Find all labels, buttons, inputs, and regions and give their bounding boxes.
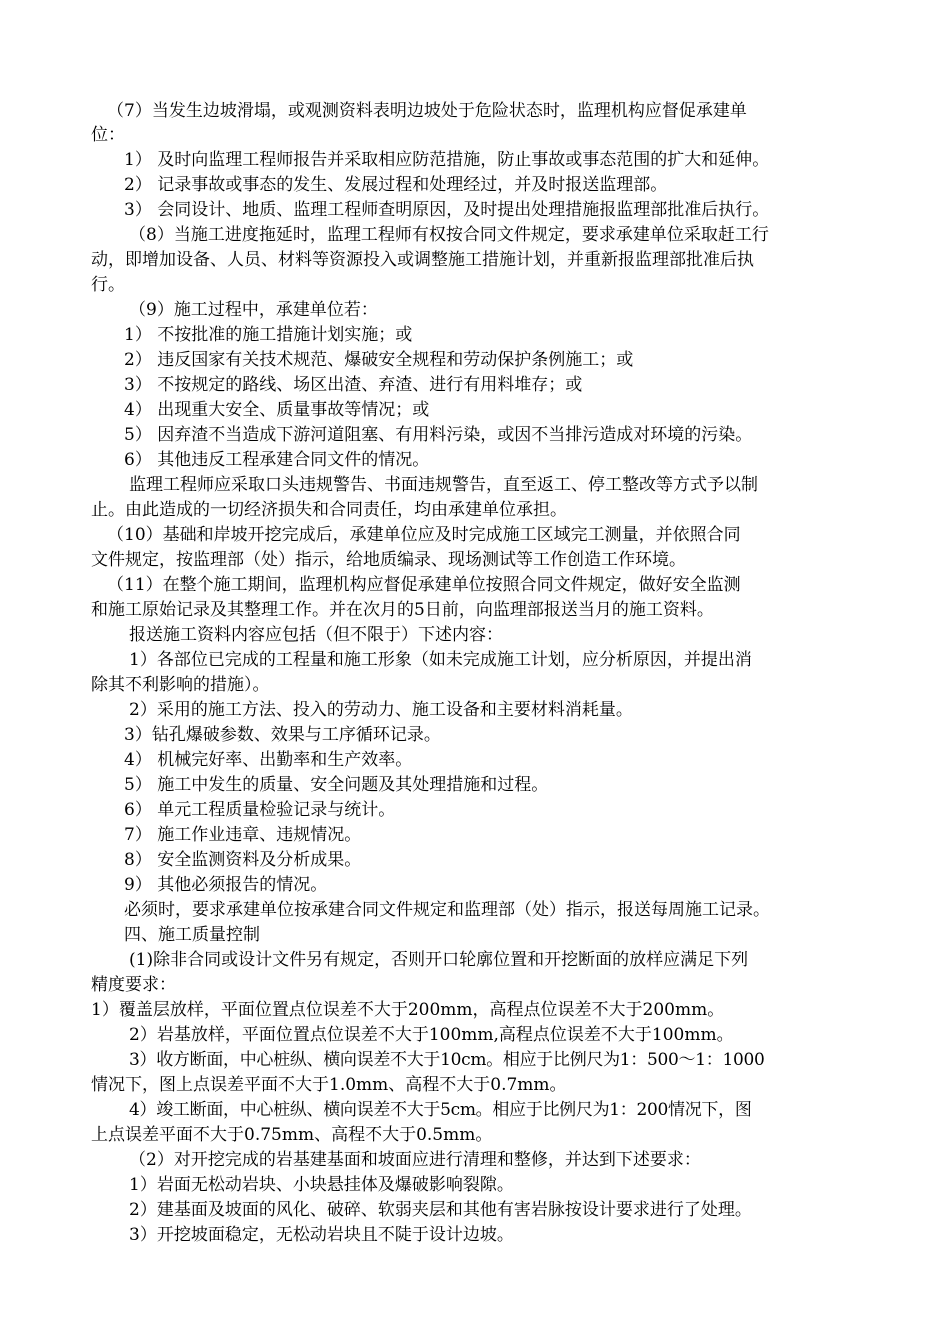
list-item: 1）各部位已完成的工程量和施工形象（如未完成施工计划，应分析原因，并提出消 (129, 650, 752, 670)
paragraph-line: 除其不利影响的措施）。 (91, 675, 270, 695)
list-item: 1） 及时向监理工程师报告并采取相应防范措施，防止事故或事态范围的扩大和延伸。 (124, 150, 770, 170)
paragraph-line: （8）当施工进度拖延时，监理工程师有权按合同文件规定，要求承建单位采取赶工行 (129, 225, 769, 245)
list-item: 4） 机械完好率、出勤率和生产效率。 (124, 750, 413, 770)
paragraph-line: 文件规定，按监理部（处）指示，给地质编录、现场测试等工作创造工作环境。 (91, 550, 686, 570)
paragraph-line: （2）对开挖完成的岩基建基面和坡面应进行清理和整修，并达到下述要求： (129, 1150, 701, 1170)
paragraph-line: （10）基础和岸坡开挖完成后，承建单位应及时完成施工区域完工测量，并依照合同 (107, 525, 741, 545)
list-item: 2） 违反国家有关技术规范、爆破安全规程和劳动保护条例施工；或 (124, 350, 634, 370)
paragraph-line: （9）施工过程中，承建单位若： (129, 300, 378, 320)
list-item: 3）收方断面，中心桩纵、横向误差不大于10cm。相应于比例尺为1：500～1：1000 (129, 1050, 765, 1070)
list-item: 6） 其他违反工程承建合同文件的情况。 (124, 450, 430, 470)
paragraph-line: 上点误差平面不大于0.75mm、高程不大于0.5mm。 (91, 1125, 493, 1145)
paragraph-line: 精度要求： (91, 975, 176, 995)
list-item: 3） 会同设计、地质、监理工程师查明原因，及时提出处理措施报监理部批准后执行。 (124, 200, 770, 220)
list-item: 8） 安全监测资料及分析成果。 (124, 850, 362, 870)
section-heading: 四、施工质量控制 (124, 925, 260, 945)
list-item: 1） 不按批准的施工措施计划实施；或 (124, 325, 413, 345)
list-item: 2）岩基放样，平面位置点位误差不大于100mm,高程点位误差不大于100mm。 (129, 1025, 734, 1045)
paragraph-line: 止。由此造成的一切经济损失和合同责任，均由承建单位承担。 (91, 500, 567, 520)
paragraph-line: 报送施工资料内容应包括（但不限于）下述内容： (129, 625, 503, 645)
list-item: 2）采用的施工方法、投入的劳动力、施工设备和主要材料消耗量。 (129, 700, 633, 720)
list-item: 3） 不按规定的路线、场区出渣、弃渣、进行有用料堆存；或 (124, 375, 583, 395)
list-item: 4）竣工断面，中心桩纵、横向误差不大于5cm。相应于比例尺为1：200情况下，图 (129, 1100, 752, 1120)
paragraph-line: 动，即增加设备、人员、材料等资源投入或调整施工措施计划，并重新报监理部批准后执 (91, 250, 754, 270)
paragraph-line: 监理工程师应采取口头违规警告、书面违规警告，直至返工、停工整改等方式予以制 (129, 475, 758, 495)
paragraph-line: 位： (91, 125, 125, 145)
paragraph-line: 情况下，图上点误差平面不大于1.0mm、高程不大于0.7mm。 (91, 1075, 567, 1095)
list-item: 4） 出现重大安全、质量事故等情况；或 (124, 400, 430, 420)
list-item: 2） 记录事故或事态的发生、发展过程和处理经过，并及时报送监理部。 (124, 175, 668, 195)
paragraph-line: （11）在整个施工期间，监理机构应督促承建单位按照合同文件规定，做好安全监测 (107, 575, 741, 595)
paragraph-line: 必须时，要求承建单位按承建合同文件规定和监理部（处）指示，报送每周施工记录。 (124, 900, 770, 920)
list-item: 7） 施工作业违章、违规情况。 (124, 825, 362, 845)
paragraph-line: （7）当发生边坡滑塌，或观测资料表明边坡处于危险状态时，监理机构应督促承建单 (107, 101, 747, 121)
list-item: 9） 其他必须报告的情况。 (124, 875, 328, 895)
list-item: 3）钻孔爆破参数、效果与工序循环记录。 (124, 725, 441, 745)
list-item: 1）覆盖层放样，平面位置点位误差不大于200mm，高程点位误差不大于200mm。 (91, 1000, 725, 1020)
list-item: 6） 单元工程质量检验记录与统计。 (124, 800, 396, 820)
paragraph-line: (1)除非合同或设计文件另有规定，否则开口轮廓位置和开挖断面的放样应满足下列 (129, 950, 749, 970)
list-item: 3）开挖坡面稳定，无松动岩块且不陡于设计边坡。 (129, 1225, 514, 1245)
list-item: 5） 因弃渣不当造成下游河道阻塞、有用料污染，或因不当排污造成对环境的污染。 (124, 425, 753, 445)
list-item: 1）岩面无松动岩块、小块悬挂体及爆破影响裂隙。 (129, 1175, 514, 1195)
list-item: 2）建基面及坡面的风化、破碎、软弱夹层和其他有害岩脉按设计要求进行了处理。 (129, 1200, 752, 1220)
list-item: 5） 施工中发生的质量、安全问题及其处理措施和过程。 (124, 775, 549, 795)
paragraph-line: 和施工原始记录及其整理工作。并在次月的5日前，向监理部报送当月的施工资料。 (91, 600, 714, 620)
paragraph-line: 行。 (91, 275, 125, 295)
